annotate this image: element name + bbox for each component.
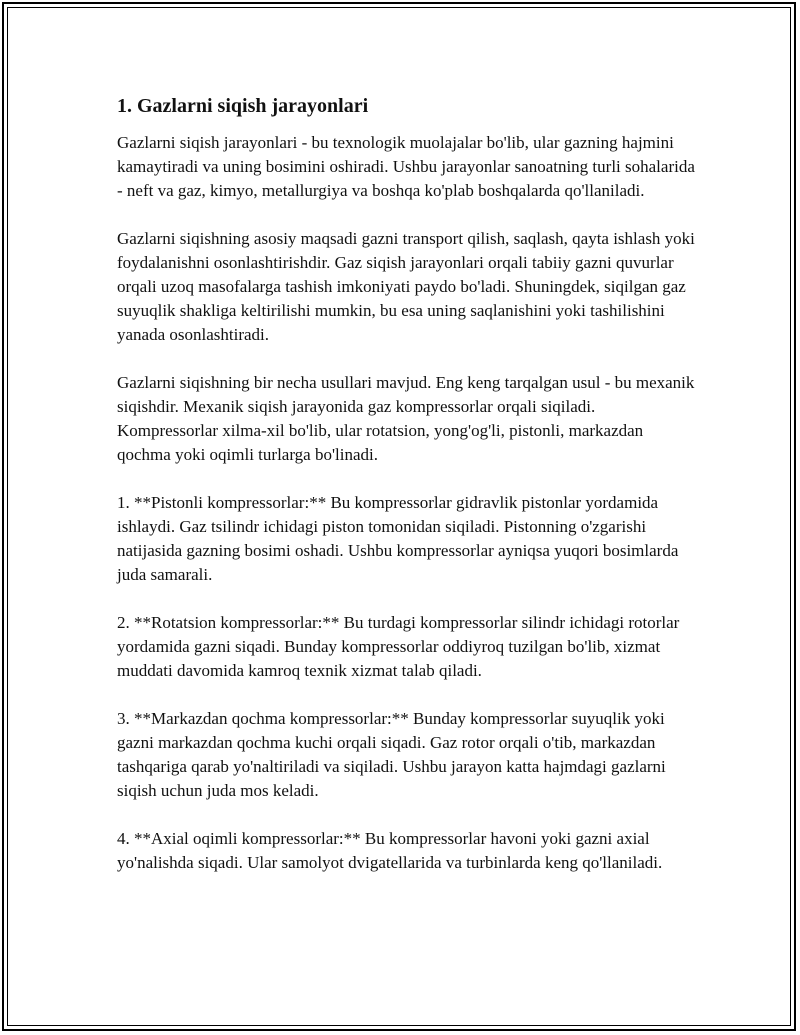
list-item-rotary-compressors: 2. **Rotatsion kompressorlar:** Bu turdagi kompressorlar silindr ichidagi rotorlar yordamida gazni siqadi. Bunday kompressorlar oddiyroq tuzilgan bo'lib, xizmat muddati davomida kamroq texnik xizmat talab qiladi. xyxy=(117,613,680,680)
paragraph-methods: Gazlarni siqishning bir necha usullari mavjud. Eng keng tarqalgan usul - bu mexanik siqishdir. Mexanik siqish jarayonida gaz kompressorlar orqali siqiladi. Kompressorlar xilma-xil bo'lib, ular rotatsion, yong'og'li, pistonli, markazdan qochma yoki oqimli turlarga bo'linadi. xyxy=(117,373,695,464)
paragraph-intro: Gazlarni siqish jarayonlari - bu texnologik muolajalar bo'lib, ular gazning hajmini kamaytiradi va uning bosimini oshiradi. Ushbu jarayonlar sanoatning turli sohalarida - neft va gaz, kimyo, metallurgiya va boshqa ko'plab boshqalarda qo'llaniladi. xyxy=(117,133,695,200)
list-item-piston-compressors: 1. **Pistonli kompressorlar:** Bu kompressorlar gidravlik pistonlar yordamida ishlaydi. Gaz tsilindr ichidagi piston tomonidan siqiladi. Pistonning o'zgarishi natijasida gazning bosimi oshadi. Ushbu kompressorlar ayniqsa yuqori bosimlarda juda samarali. xyxy=(117,493,679,584)
list-item-axial-compressors: 4. **Axial oqimli kompressorlar:** Bu kompressorlar havoni yoki gazni axial yo'nalishda siqadi. Ular samolyot dvigatellarida va turbinlarda keng qo'llaniladi. xyxy=(117,829,663,872)
list-item-centrifugal-compressors: 3. **Markazdan qochma kompressorlar:** Bunday kompressorlar suyuqlik yoki gazni markazdan qochma kuchi orqali siqadi. Gaz rotor orqali o'tib, markazdan tashqariga qarab yo'naltiriladi va siqiladi. Ushbu jarayon katta hajmdagi gazlarni siqish uchun juda mos keladi. xyxy=(117,709,666,800)
paragraph-purpose: Gazlarni siqishning asosiy maqsadi gazni transport qilish, saqlash, qayta ishlash yoki foydalanishni osonlashtirishdir. Gaz siqish jarayonlari orqali tabiiy gazni quvurlar orqali uzoq masofalarga tashish imkoniyati paydo bo'ladi. Shuningdek, siqilgan gaz suyuqlik shakliga keltirilishi mumkin, bu esa uning saqlanishini yoki tashilishini yanada osonlashtiradi. xyxy=(117,229,695,344)
document-body xyxy=(117,92,697,899)
section-heading: 1. Gazlarni siqish jarayonlari xyxy=(117,95,369,117)
